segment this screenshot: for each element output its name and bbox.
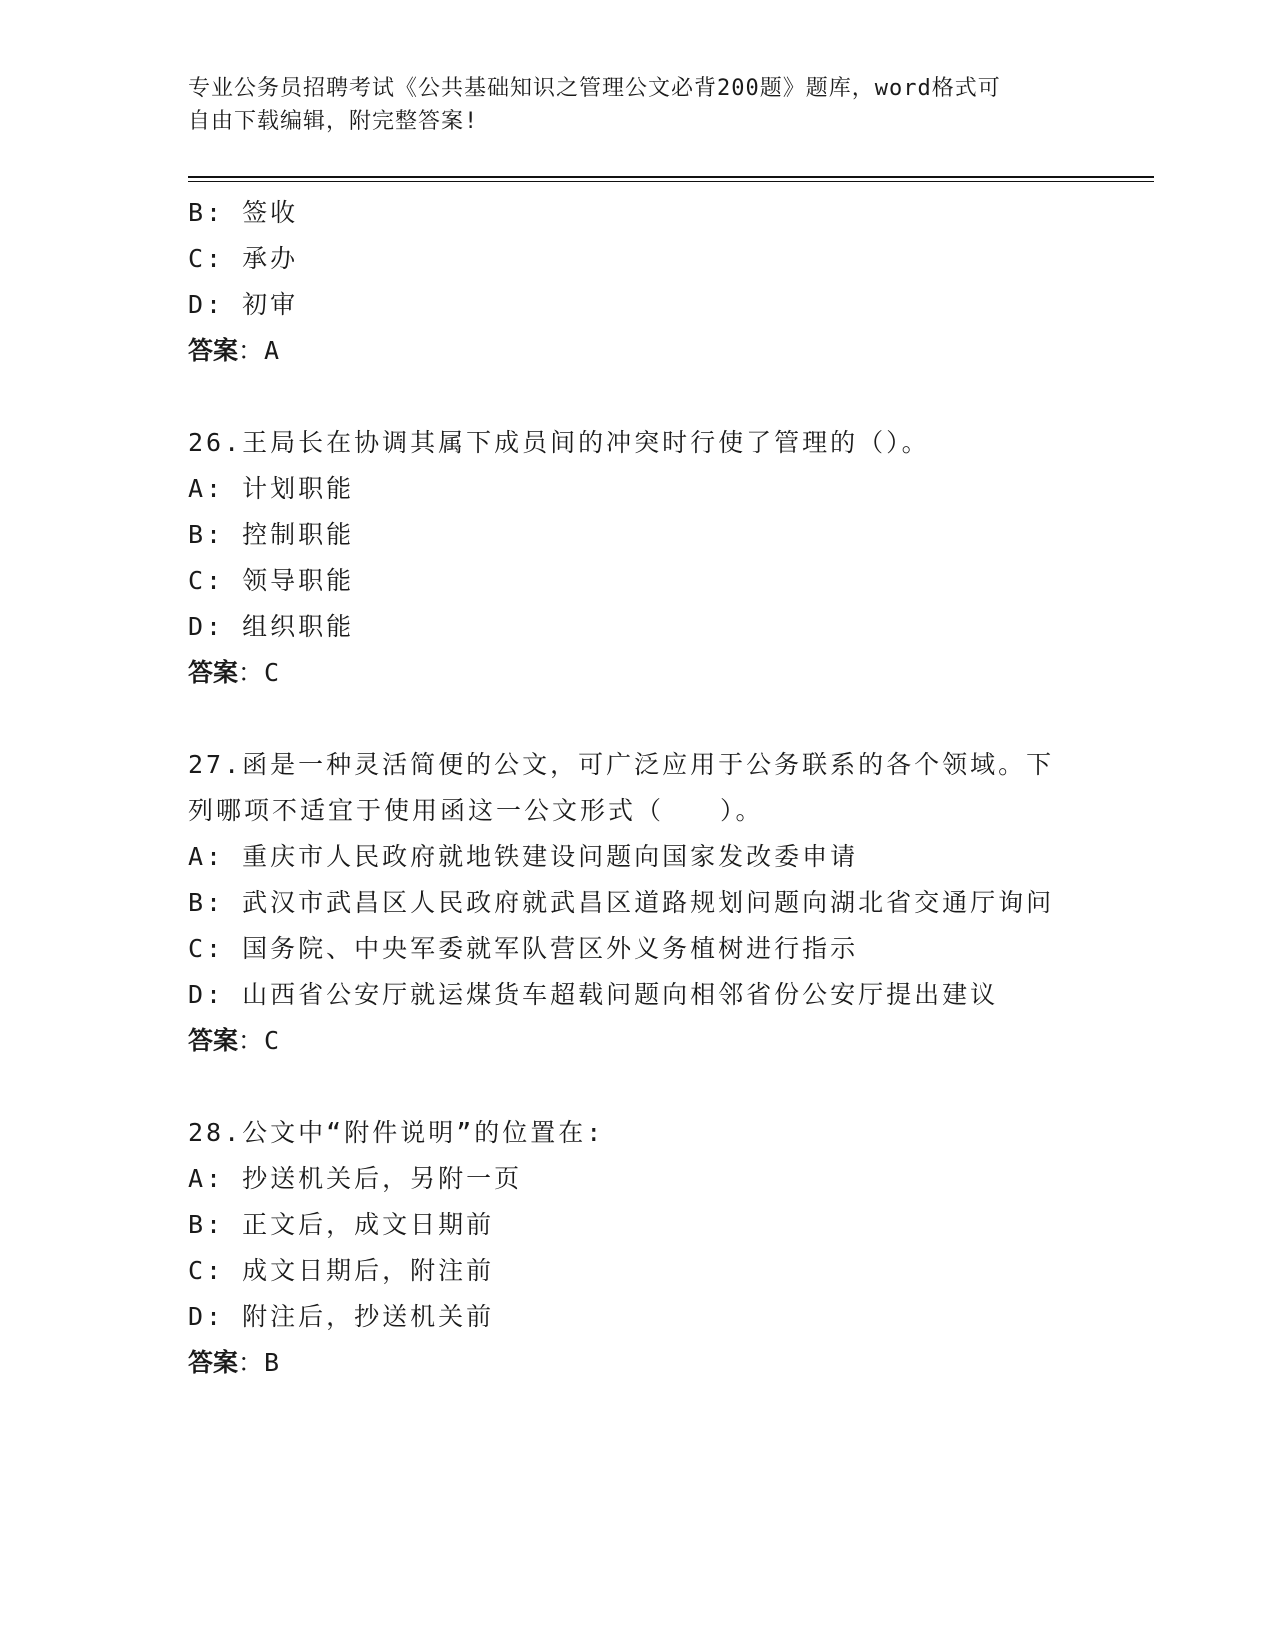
header-line-1: 专业公务员招聘考试《公共基础知识之管理公文必背200题》题库，word格式可 [188, 76, 1001, 101]
header-rule [188, 176, 1154, 178]
question-26 [188, 420, 1148, 696]
spacer [188, 1064, 1148, 1110]
option-line: D: 山西省公安厅就运煤货车超载问题向相邻省份公安厅提出建议 [188, 980, 999, 1009]
option-line: D: 附注后，抄送机关前 [188, 1302, 495, 1331]
option-line: A: 重庆市人民政府就地铁建设问题向国家发改委申请 [188, 842, 859, 871]
question-27 [188, 742, 1148, 1064]
answer-line [188, 1340, 1148, 1386]
option-line: B: 签收 [188, 198, 299, 227]
answer-value: ：B [238, 1348, 281, 1377]
option-line: A: 抄送机关后，另附一页 [188, 1164, 523, 1193]
answer-line [188, 328, 1148, 374]
spacer [188, 696, 1148, 742]
question-28 [188, 1110, 1148, 1386]
page-header [188, 72, 1088, 138]
option-line: A: 计划职能 [188, 474, 355, 503]
option-line: B: 武汉市武昌区人民政府就武昌区道路规划问题向湖北省交通厅询问 [188, 888, 1055, 917]
answer-line [188, 1018, 1148, 1064]
question-stem: 28.公文中“附件说明”的位置在: [188, 1118, 605, 1147]
option-line: C: 领导职能 [188, 566, 355, 595]
option-line: B: 控制职能 [188, 520, 355, 549]
answer-label: 答案 [188, 658, 239, 687]
answer-value: ：A [238, 336, 281, 365]
answer-label: 答案 [188, 336, 239, 365]
header-line-2: 自由下载编辑，附完整答案! [188, 109, 479, 134]
answer-value: ：C [238, 658, 281, 687]
answer-value: ：C [238, 1026, 281, 1055]
answer-label: 答案 [188, 1026, 239, 1055]
question-25-partial [188, 190, 1148, 374]
option-line: C: 承办 [188, 244, 299, 273]
question-stem: 26.王局长在协调其属下成员间的冲突时行使了管理的（）。 [188, 428, 930, 457]
option-line: B: 正文后，成文日期前 [188, 1210, 495, 1239]
question-list [188, 190, 1148, 1386]
spacer [188, 374, 1148, 420]
option-line: D: 初审 [188, 290, 299, 319]
question-stem: 27.函是一种灵活简便的公文，可广泛应用于公务联系的各个领域。下 [188, 750, 1055, 779]
option-line: D: 组织职能 [188, 612, 355, 641]
option-line: C: 成文日期后，附注前 [188, 1256, 495, 1285]
question-stem: 列哪项不适宜于使用函这一公文形式（ ）。 [188, 796, 764, 825]
option-line: C: 国务院、中央军委就军队营区外义务植树进行指示 [188, 934, 859, 963]
header-rule-thin [188, 181, 1154, 182]
answer-line [188, 650, 1148, 696]
answer-label: 答案 [188, 1348, 239, 1377]
